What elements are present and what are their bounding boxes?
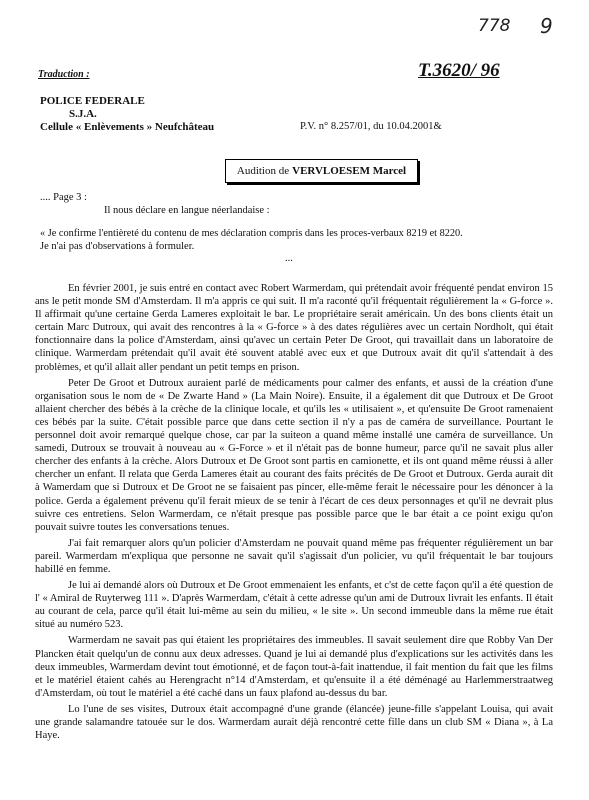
paragraph: Je lui ai demandé alors où Dutroux et De Groot emmenaient les enfants, et c'st de cette façon qu'il a été question de l' « Amiral de Ruyterweg 111 ». D'après Warmerdam, c'était à cette adresse qu'un ami de Dutroux livrait les enfants. Il était au courant de cela, parce qu'il était lui-même au sein du milieu, « le site ». Un second immeuble dans la même rue était situé au numéro 523. — [35, 580, 553, 631]
handwritten-annotation: 778 — [478, 16, 511, 36]
org-name: POLICE FEDERALE — [40, 95, 145, 107]
org-cell: Cellule « Enlèvements » Neufchâteau — [40, 121, 215, 133]
quote-line-2: Je n'ai pas d'observations à formuler. — [40, 241, 195, 252]
quote-line-1: « Je confirme l'entièreté du contenu de mes déclaration compris dans les proces-verbaux 8219 et 8220. — [40, 228, 463, 239]
paragraph: Lo l'une de ses visites, Dutroux était accompagné d'une grande (élancée) jeune-fille s'appelant Louisa, qui avait une grande salamandre tatouée sur le dos. Warmerdam aurait déjà rencontré cette fille dans un club SM « Diana », à La Haye. — [35, 703, 553, 742]
paragraph: Peter De Groot et Dutroux auraient parlé de médicaments pour calmer des enfants, et aussi de la création d'une organisation sous le nom de « De Zwarte Hand » (La Main Noire). Ensuite, il a également dit que Dutroux et De Groot allaient chercher des bébés à la crèche de la clinique locale, et qu'ils les « utilisaient », et qu'ensuite De Groot ramenaient ces bébés par la suite. C'était possible parce que dans cette section il n'y a pas de caméra de surveillance. Pourtant le personnel doit avoir remarqué quelque chose, car par la suiteon a quand même installé une caméra de surveillance. Un samedi, Dutroux se trouvait à nouveau au « G-Force » et il n'était pas de bonne humeur, parce qu'il ne savait plus aller chercher des enfants à la crèche. Alors Dutroux et De Groot sont partis en camionette, et ils ont quand même réussi à aller chercher un enfant. Il relata que Gerda Lameres était au courant des faits précités de De Groot et Dutroux. Gerda aurait dit à Wamerdam que si Dutroux et De Groot ne se faisaient pas pincer, elle-même ferait le nécessaire pour les dénoncer à la police. Gerda a également prévenu qu'il ferait mieux de se tenir à l'écart de ces deux personnages et qu'il ne devrait plus suivre ces entretiens. Selon Warmerdam, ce n'était presque pas possible parce que le bar était a ce point exigu qu'on pouvait suivre toutes les conversations tenues. — [35, 377, 553, 533]
reference-number: T.3620/ 96 — [418, 60, 500, 81]
organization-block — [40, 95, 214, 134]
handwritten-page-number: 9 — [540, 14, 553, 38]
org-unit: S.J.A. — [69, 108, 97, 120]
translation-label: Traduction : — [38, 69, 90, 80]
ellipsis: ... — [285, 253, 293, 264]
audition-label: Audition de — [236, 165, 290, 177]
statement-intro: Il nous déclare en langue néerlandaise : — [104, 205, 270, 216]
pv-reference: P.V. n° 8.257/01, du 10.04.2001& — [300, 121, 442, 132]
paragraph: J'ai fait remarquer alors qu'un policier d'Amsterdam ne pouvait quand même pas fréquenter régulièrement un bar pareil. Warmerdam m'expliqua que personne ne savait qu'il s'agissait d'un policier, vu qu'il fréquentait le bar toujours habillé en femme. — [35, 537, 553, 575]
paragraph: Warmerdam ne savait pas qui étaient les propriétaires des immeubles. Il savait seulement dire que Robby Van Der Plancken était quelqu'un de connu aux deux adresses. Quand je lui ai demandé plus d'explications sur les activités dans les deux immeubles, Warmerdam devint tout émotionné, et de façon tout-à-fait inattendue, il fait mention du fait que les films et le matériel étaient cahés au Herengracht n°14 d'Amsterdam, et qu'ensuite il a été déménagé au Harlemmerstraatweg d'Amsterdam, où tout le matériel a été caché dans un faux plafond au-dessus du bar. — [35, 635, 553, 699]
audition-name: VERVLOESEM Marcel — [292, 165, 407, 177]
statement-body — [35, 282, 553, 745]
page-reference: .... Page 3 : — [40, 192, 87, 203]
paragraph: En février 2001, je suis entré en contact avec Robert Warmerdam, qui prétendait avoir fréquenté pendat environ 15 ans le petit monde SM d'Amsterdam. Il m'a appris ce qui suit. Il m'a raconté qu'il fréquentait régulièrement la « G-force ». Il affirmait qu'une certaine Gerda Lameres exploitait le bar. Le propriétaire serait américain. Un des bons clients était un certain Marc Dutroux, qui avait des rencontres à la « G-force » à des dates régulières avec un certain Nordholt, qui était fonctionnaire dans la police d'Amsterdam, ainsi qu'avec un certain Peter De Groot, qui travaillait dans un laboratoire de clinique. Warmerdam prétendait qu'il avait été souvent atablé avec eux et que Dutroux avait dit qu'il s'attendait à des problèmes, et qu'il allait aller pendant un petit temps en prison. — [35, 283, 553, 373]
audition-box — [225, 159, 418, 183]
